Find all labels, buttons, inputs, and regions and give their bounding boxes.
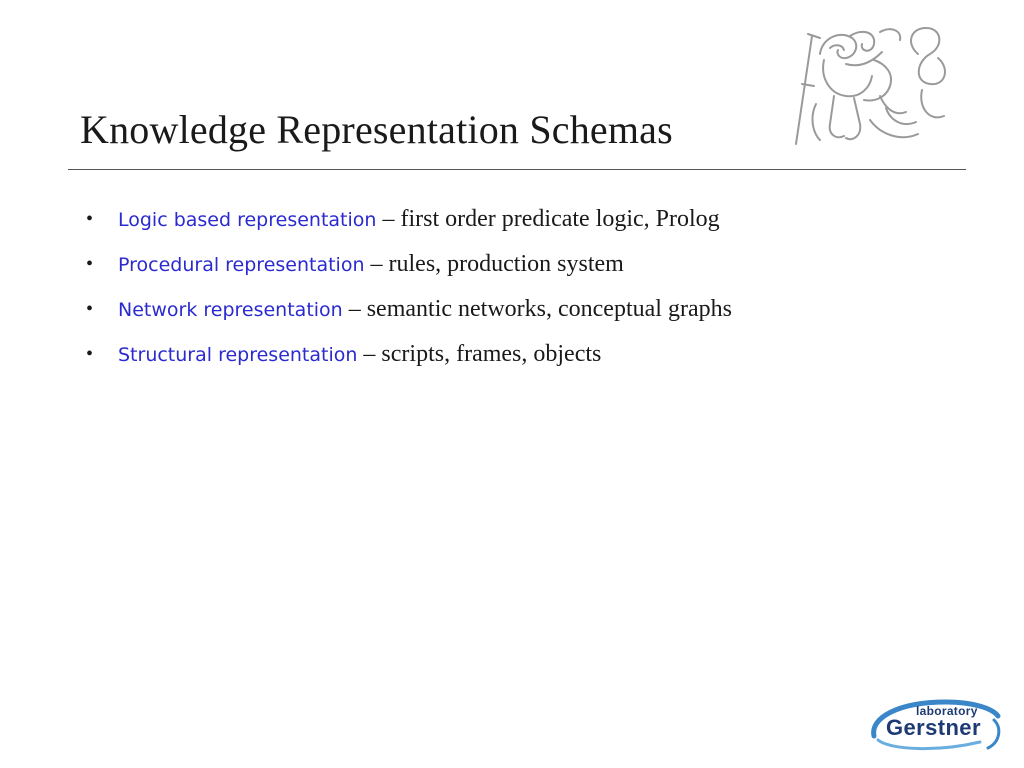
bullet-dot: • [86,298,94,320]
bullet-desc: – scripts, frames, objects [357,341,602,367]
bullet-desc: – rules, production system [364,251,624,277]
bullet-line [118,251,624,278]
bullet-list [86,204,966,384]
lion-emblem-icon [790,24,962,154]
logo-name-text: Gerstner [886,715,981,740]
title-divider [68,169,966,170]
bullet-item [86,294,966,339]
bullet-desc: – semantic networks, conceptual graphs [342,296,732,322]
bullet-dot: • [86,253,94,275]
logo-laboratory-text: laboratory [916,704,978,718]
bullet-dot: • [86,208,94,230]
bullet-line [118,341,601,368]
bullet-dot: • [86,343,94,365]
bullet-term: Logic based representation [118,209,377,231]
bullet-desc: – first order predicate logic, Prolog [376,206,720,232]
slide-title: Knowledge Representation Schemas [80,107,673,152]
bullet-term: Structural representation [118,344,358,366]
bullet-line [118,206,720,233]
bullet-term: Procedural representation [118,254,365,276]
bullet-item [86,204,966,249]
bullet-item [86,339,966,384]
bullet-term: Network representation [118,299,343,321]
bullet-item [86,249,966,294]
bullet-line [118,296,732,323]
gerstner-logo [868,698,1004,754]
